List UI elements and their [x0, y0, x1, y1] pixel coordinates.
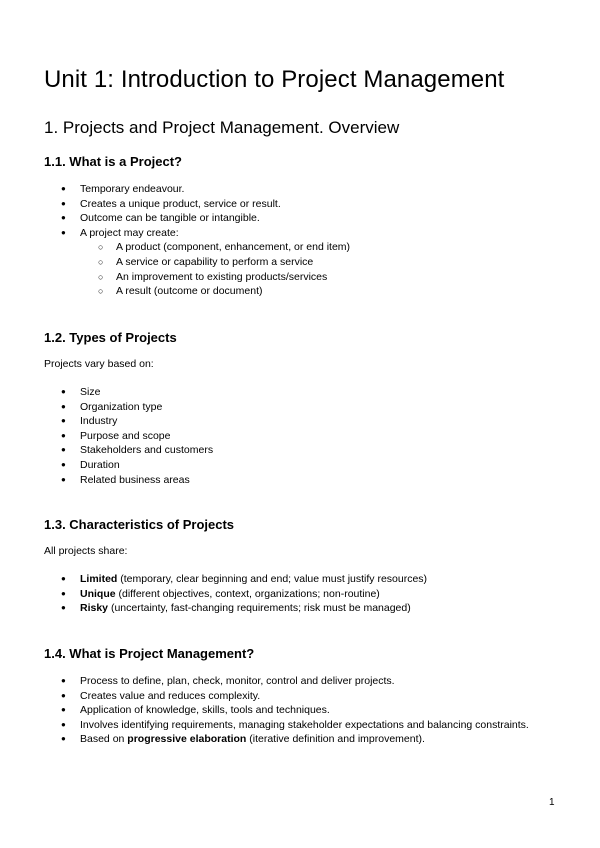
term-description: (uncertainty, fast-changing requirements; risk must be managed) [108, 602, 411, 615]
section-1-2-intro: Projects vary based on: [44, 358, 154, 370]
section-1-1-sublist [80, 240, 350, 298]
list-item [0, 226, 350, 299]
section-1-4-heading: 1.4. What is Project Management? [44, 646, 255, 661]
term-risky: Risky [80, 602, 109, 615]
section-1-heading: 1. Projects and Project Management. Overview [44, 118, 400, 137]
list-item: ● Stakeholders and customers [0, 443, 213, 458]
list-item-text: A project may create: [80, 226, 179, 239]
list-item: ● Purpose and scope [0, 429, 213, 444]
section-1-3-intro: All projects share: [44, 545, 128, 557]
section-1-4-list [0, 674, 529, 747]
section-1-3-list [0, 572, 427, 616]
sub-list-item: ○ A service or capability to perform a service [0, 255, 350, 270]
page-number: 1 [549, 797, 555, 808]
section-1-3-heading: 1.3. Characteristics of Projects [44, 517, 235, 532]
list-item-suffix: (iterative definition and improvement). [246, 733, 425, 746]
list-item: ● Organization type [0, 400, 213, 415]
section-1-1-list [0, 182, 350, 299]
term-unique: Unique [80, 587, 116, 600]
list-item: ● Creates a unique product, service or result. [0, 197, 350, 212]
list-item [0, 572, 427, 587]
list-item: ● Duration [0, 458, 213, 473]
section-1-1-heading: 1.1. What is a Project? [44, 154, 182, 169]
term-progressive-elaboration: progressive elaboration [127, 733, 247, 746]
list-item: ● Size [0, 385, 213, 400]
sub-list-item: ○ A result (outcome or document) [0, 284, 350, 299]
list-item [0, 601, 427, 616]
section-1-2-heading: 1.2. Types of Projects [44, 330, 177, 345]
term-description: (different objectives, context, organizations; non-routine) [115, 587, 380, 600]
list-item: ● Creates value and reduces complexity. [0, 689, 529, 704]
sub-list-item: ○ A product (component, enhancement, or end item) [0, 240, 350, 255]
term-description: (temporary, clear beginning and end; value must justify resources) [117, 573, 428, 585]
list-item: ● Temporary endeavour. [0, 182, 350, 197]
list-item: ● Application of knowledge, skills, tools and techniques. [0, 703, 529, 718]
document-title: Unit 1: Introduction to Project Management [44, 66, 505, 93]
list-item [0, 732, 529, 747]
list-item: ● Related business areas [0, 473, 213, 488]
sub-list-item: ○ An improvement to existing products/services [0, 270, 350, 285]
section-1-2-list [0, 385, 213, 487]
term-limited: Limited [80, 573, 118, 585]
list-item: ● Outcome can be tangible or intangible. [0, 211, 350, 226]
list-item [0, 587, 427, 602]
list-item: ● Involves identifying requirements, managing stakeholder expectations and balancing constraints. [0, 718, 529, 733]
list-item: ● Industry [0, 414, 213, 429]
list-item: ● Process to define, plan, check, monitor, control and deliver projects. [0, 674, 529, 689]
list-item-prefix: Based on [80, 733, 128, 746]
